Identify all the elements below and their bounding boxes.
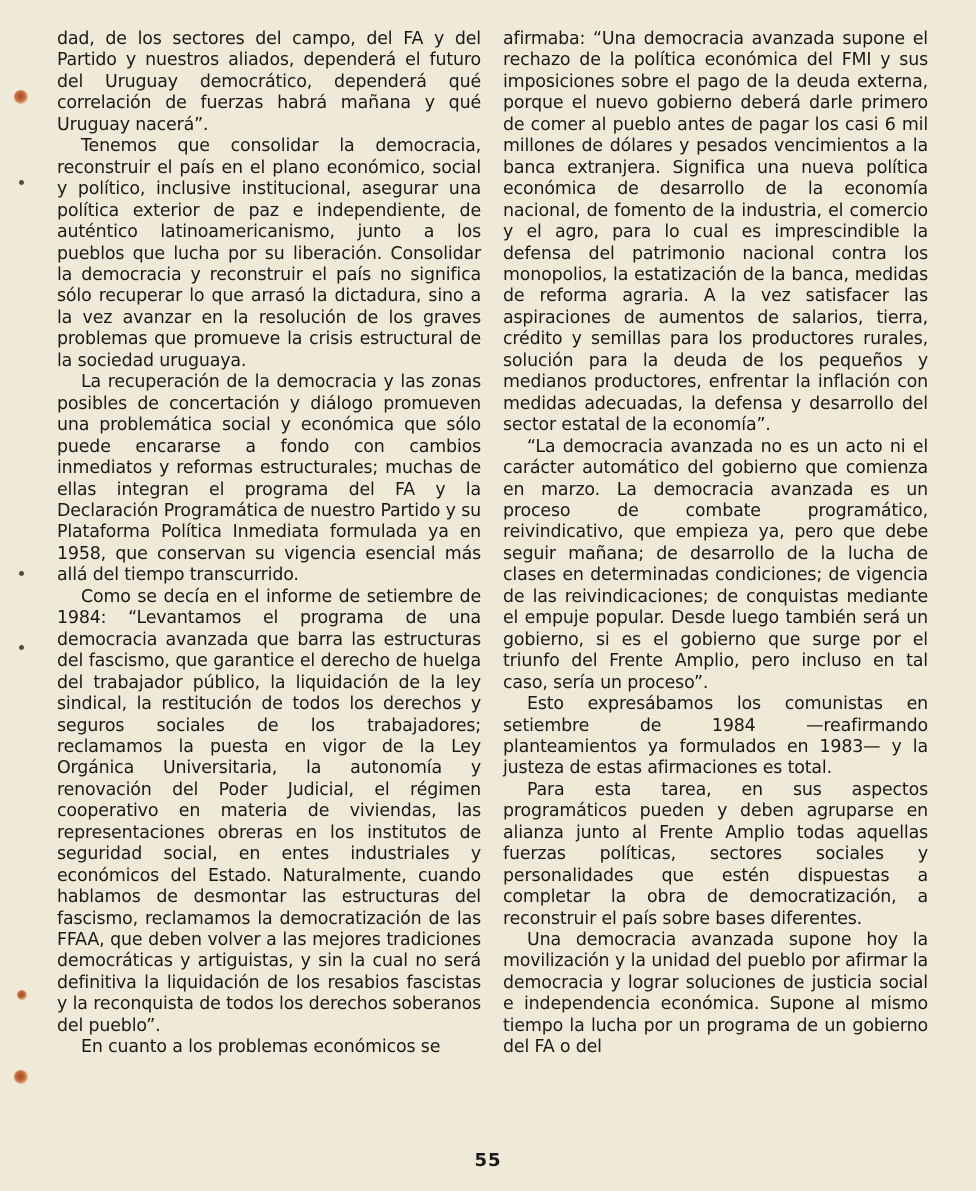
right-text-column bbox=[503, 29, 928, 1059]
binding-hole-mark bbox=[14, 1070, 28, 1084]
binding-hole-mark bbox=[17, 990, 27, 1000]
paragraph: Para esta tarea, en sus aspectos programáticos pueden y deben agruparse en alianza junto al Frente Amplio todas aquellas fuerzas políticas, sectores sociales y personalidades que estén dispuestas a completar la obra de democratización, a reconstruir el país sobre bases diferentes. bbox=[503, 779, 928, 929]
margin-speck bbox=[19, 180, 24, 185]
paragraph: Una democracia avanzada supone hoy la movilización y la unidad del pueblo por afirmar la democracia y lograr soluciones de justicia social e independencia económica. Supone al mismo tiempo la lucha por un programa de un gobierno del FA o del bbox=[503, 930, 928, 1058]
paragraph: dad, de los sectores del campo, del FA y del Partido y nuestros aliados, dependerá el futuro del Uruguay democrático, dependerá qué correlación de fuerzas habrá mañana y qué Uruguay nacerá”. bbox=[57, 29, 481, 135]
paragraph: Como se decía en el informe de setiembre de 1984: “Levantamos el programa de una democracia avanzada que barra las estructuras del fascismo, que garantice el derecho de huelga del trabajador público, la liquidación de la ley sindical, la restitución de todos los derechos y seguros sociales de los trabajadores; reclamamos la puesta en vigor de la Ley Orgánica Universitaria, la autonomía y renovación del Poder Judicial, el régimen cooperativo en materia de viviendas, las representaciones obreras en los institutos de seguridad social, en entes industriales y económicos del Estado. Naturalmente, cuando hablamos de desmontar las estructuras del fascismo, reclamamos la democratización de las FFAA, que deben volver a las mejores tradiciones democráticas y artiguistas, y sin la cual no será definitiva la liquidación de los resabios fascistas y la reconquista de todos los derechos soberanos del pueblo”. bbox=[57, 586, 481, 1036]
left-text-column bbox=[57, 29, 481, 1059]
page-number: 55 bbox=[474, 1150, 502, 1171]
paragraph: afirmaba: “Una democracia avanzada supone el rechazo de la política económica del FMI y sus imposiciones sobre el pago de la deuda externa, porque el nuevo gobierno deberá darle primero de comer al pueblo antes de pagar los casi 6 mil millones de dólares y pesados vencimientos a la banca extranjera. Significa una nueva política económica de desarrollo de la economía nacional, de fomento de la industria, el comercio y el agro, para lo cual es imprescindible la defensa del patrimonio nacional contra los monopolios, la estatización de la banca, medidas de reforma agraria. A la vez satisfacer las aspiraciones de aumentos de salarios, tierra, crédito y semillas para los productores rurales, solución para la deuda de los pequeños y medianos productores, enfrentar la inflación con medidas adecuadas, la defensa y desarrollo del sector estatal de la economía”. bbox=[503, 29, 928, 436]
paragraph: En cuanto a los problemas económicos se bbox=[81, 1037, 441, 1058]
paragraph: Tenemos que consolidar la democracia, reconstruir el país en el plano económico, social y político, inclusive institucional, asegurar una política exterior de paz e independiente, de auténtico latinoamericanismo, junto a los pueblos que lucha por su liberación. Consolidar la democracia y reconstruir el país no significa sólo recuperar lo que arrasó la dictadura, sino a la vez avanzar en la resolución de los graves problemas que promueve la crisis estructural de la sociedad uruguaya. bbox=[57, 136, 481, 371]
paragraph: “La democracia avanzada no es un acto ni el carácter automático del gobierno que comienza en marzo. La democracia avanzada es un proceso de combate programático, reivindicativo, que empieza ya, pero que debe seguir mañana; de desarrollo de la lucha de clases en determinadas condiciones; de vigencia de las reivindicaciones; de conquistas mediante el empuje popular. Desde luego también será un gobierno, si es el gobierno que surge por el triunfo del Frente Amplio, pero incluso en tal caso, sería un proceso”. bbox=[503, 436, 928, 693]
paragraph: Esto expresábamos los comunistas en setiembre de 1984 —reafirmando planteamientos ya formulados en 1983— y la justeza de estas afirmaciones es total. bbox=[503, 694, 928, 779]
margin-speck bbox=[19, 571, 24, 576]
binding-hole-mark bbox=[14, 90, 28, 104]
paragraph: La recuperación de la democracia y las zonas posibles de concertación y diálogo promueven una problemática social y económica que sólo puede encararse a fondo con cambios inmediatos y reformas estructurales; muchas de ellas integran el programa del FA y la Declaración Programática de nuestro Partido y su Plataforma Política Inmediata formulada ya en 1958, que conservan su vigencia esencial más allá del tiempo transcurrido. bbox=[57, 372, 481, 586]
margin-speck bbox=[19, 645, 24, 650]
